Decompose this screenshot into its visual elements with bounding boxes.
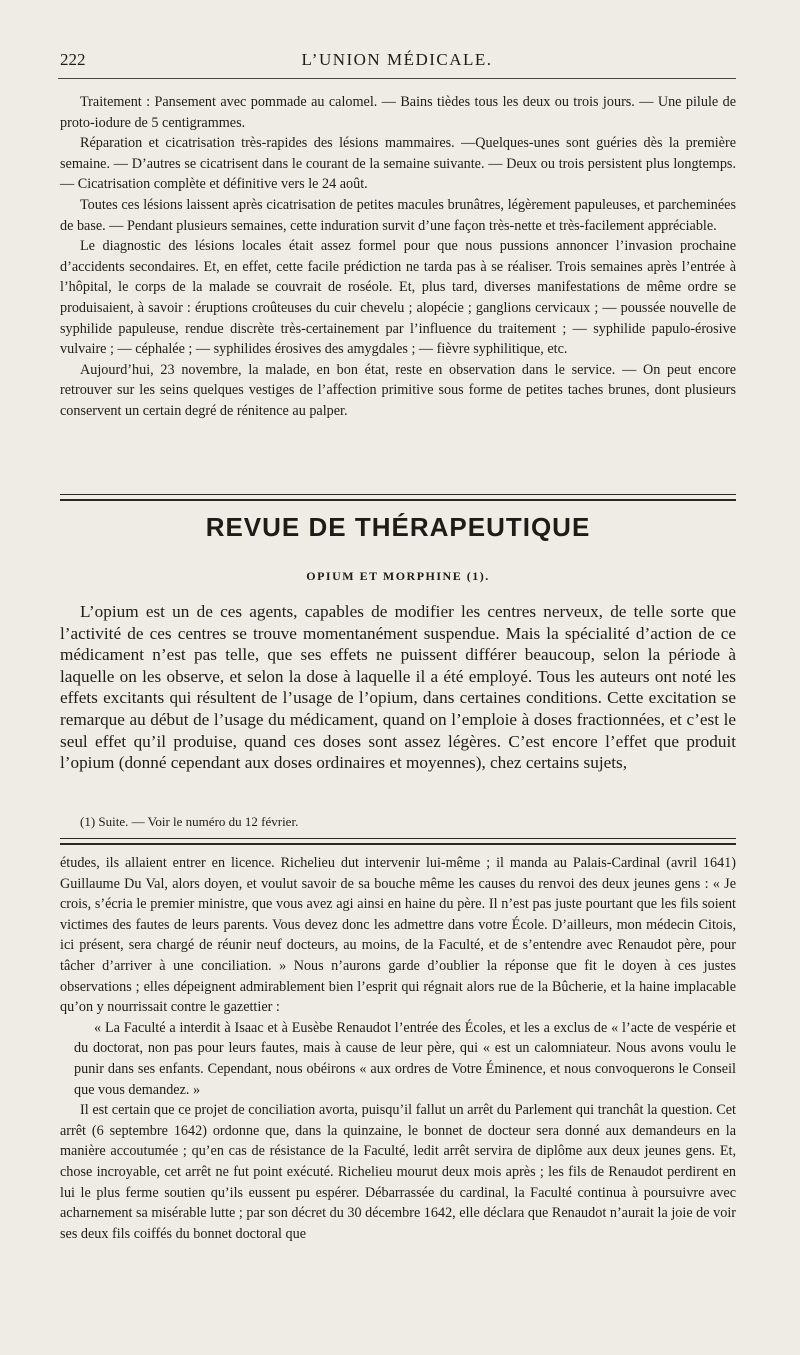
- feuilleton: [60, 853, 736, 1244]
- feuilleton-divider: [60, 838, 736, 845]
- case-paragraph: Toutes ces lésions laissent après cicatrisation de petites macules brunâtres, légèrement papuleuses, et parcheminées de base. — Pendant plusieurs semaines, cette induration survit d’une façon très-nette et très-facilement appréciable.: [60, 196, 736, 234]
- journal-title: L’UNION MÉDICALE.: [301, 50, 493, 69]
- section-title: REVUE DE THÉRAPEUTIQUE: [205, 512, 591, 542]
- history-quote: « La Faculté a interdit à Isaac et à Eusèbe Renaudot l’entrée des Écoles, et les a exclus de « l’acte de vespérie et du doctorat, non pas pour leurs fautes, mais à cause de leur père, qui « est un calomniateur. Nous avons voulu le punir dans ses enfants. Cependant, nous obéirons « aux ordres de Votre Éminence, et nous convoquerons le Conseil que vous demandez. »: [74, 1019, 736, 1098]
- case-paragraph: Le diagnostic des lésions locales était assez formel pour que nous pussions annoncer l’invasion prochaine d’accidents secondaires. Et, en effet, cette facile prédiction ne tarda pas à se réaliser. Trois semaines après l’entrée à l’hôpital, le corps de la malade se couvrait de roséole. Et, plus tard, diverses manifestations de même ordre se produisaient, à savoir : éruptions croûteuses du cuir chevelu ; alopécie ; ganglions cervicaux ; — poussée nouvelle de syphilide papuleuse, rendue discrète très-certainement par l’influence du traitement ; — syphilide papulo-érosive vulvaire ; — céphalée ; — syphilides érosives des amygdales ; — fièvre syphilitique, etc.: [60, 238, 736, 358]
- section-divider: [60, 494, 736, 501]
- footnote: (1) Suite. — Voir le numéro du 12 février.: [80, 814, 299, 829]
- section-subtitle: OPIUM ET MORPHINE (1).: [306, 569, 490, 583]
- case-paragraph: Traitement : Pansement avec pommade au calomel. — Bains tièdes tous les deux ou trois jours. — Une pilule de proto-iodure de 5 centigrammes.: [60, 94, 736, 131]
- running-head: [58, 44, 736, 80]
- case-paragraph: Réparation et cicatrisation très-rapides des lésions mammaires. —Quelques-unes sont guéries dès la première semaine. — D’autres se cicatrisent dans le courant de la semaine suivante. — Deux ou trois persistent plus longtemps. — Cicatrisation complète et définitive vers le 24 août.: [60, 135, 736, 193]
- history-paragraph: études, ils allaient entrer en licence. Richelieu dut intervenir lui-même ; il manda au Palais-Cardinal (avril 1641) Guillaume Du Val, alors doyen, et voulut savoir de sa bouche même les causes du renvoi des deux jeunes gens : « Je crois, s’écria le premier ministre, que vous avez agi ainsi en haine du père. Il n’est pas juste pourtant que les fils soient victimes des fautes de leurs parents. Vous devez donc les admettre dans votre École. D’ailleurs, mon médecin Citois, ici présent, sera chargé de réunir neuf docteurs, au moins, de la Faculté, et de s’entendre avec Renaudot père, pour tâcher d’arriver à une conciliation. » Nous n’aurons garde d’oublier la réponse que fit le doyen à ces justes observations ; elles dépeignent admirablement bien l’esprit qui régnait alors rue de la Bûcherie, et la haine implacable qu’on y nourrissait contre le gazettier :: [60, 855, 736, 1016]
- therapy-paragraph: L’opium est un de ces agents, capables de modifier les centres nerveux, de telle sorte que l’activité de ces centres se trouve momentanément suspendue. Mais la spécialité d’action de ce médicament n’est pas telle, que ses effets ne puissent différer beaucoup, selon la période à laquelle on les observe, et selon la dose à laquelle il a été employé. Tous les auteurs ont noté les effets excitants qui résultent de l’usage de l’opium, dans certaines conditions. Cette excitation se remarque au début de l’usage du médicament, quand on l’emploie à doses fractionnées, et c’est le seul effet qu’il produise, quand ces doses sont assez légères. C’est encore l’effet que produit l’opium (donné cependant aux doses ordinaires et moyennes), chez certains sujets,: [60, 602, 736, 773]
- history-paragraph: Il est certain que ce projet de conciliation avorta, puisqu’il fallut un arrêt du Parlement qui tranchât la question. Cet arrêt (6 septembre 1642) ordonne que, dans la quinzaine, le bonnet de docteur sera donné aux demandeurs en la manière accoutumée ; qu’en cas de résistance de la Faculté, ledit arrêt servira de diplôme aux deux jeunes gens. Et, chose incroyable, cet arrêt ne fut point exécuté. Richelieu mourut deux mois après ; les fils de Renaudot perdirent en lui le plus ferme soutien qu’ils eussent pu espérer. Débarrassée du cardinal, la Faculté continua à poursuivre avec acharnement sa misérable lutte ; par son décret du 30 décembre 1642, elle déclara que Renaudot n’aurait la joie de voir ses deux fils coiffés du bonnet doctoral que: [60, 1102, 736, 1242]
- case-report: [60, 92, 736, 422]
- case-paragraph: Aujourd’hui, 23 novembre, la malade, en bon état, reste en observation dans le service. — On peut encore retrouver sur les seins quelques vestiges de l’affection primitive sous forme de petites taches brunes, dont plusieurs conservent un certain degré de rénitence au palper.: [60, 361, 736, 419]
- page-number: 222: [60, 50, 86, 69]
- header-rule: [58, 78, 736, 79]
- therapy-article: [60, 601, 736, 774]
